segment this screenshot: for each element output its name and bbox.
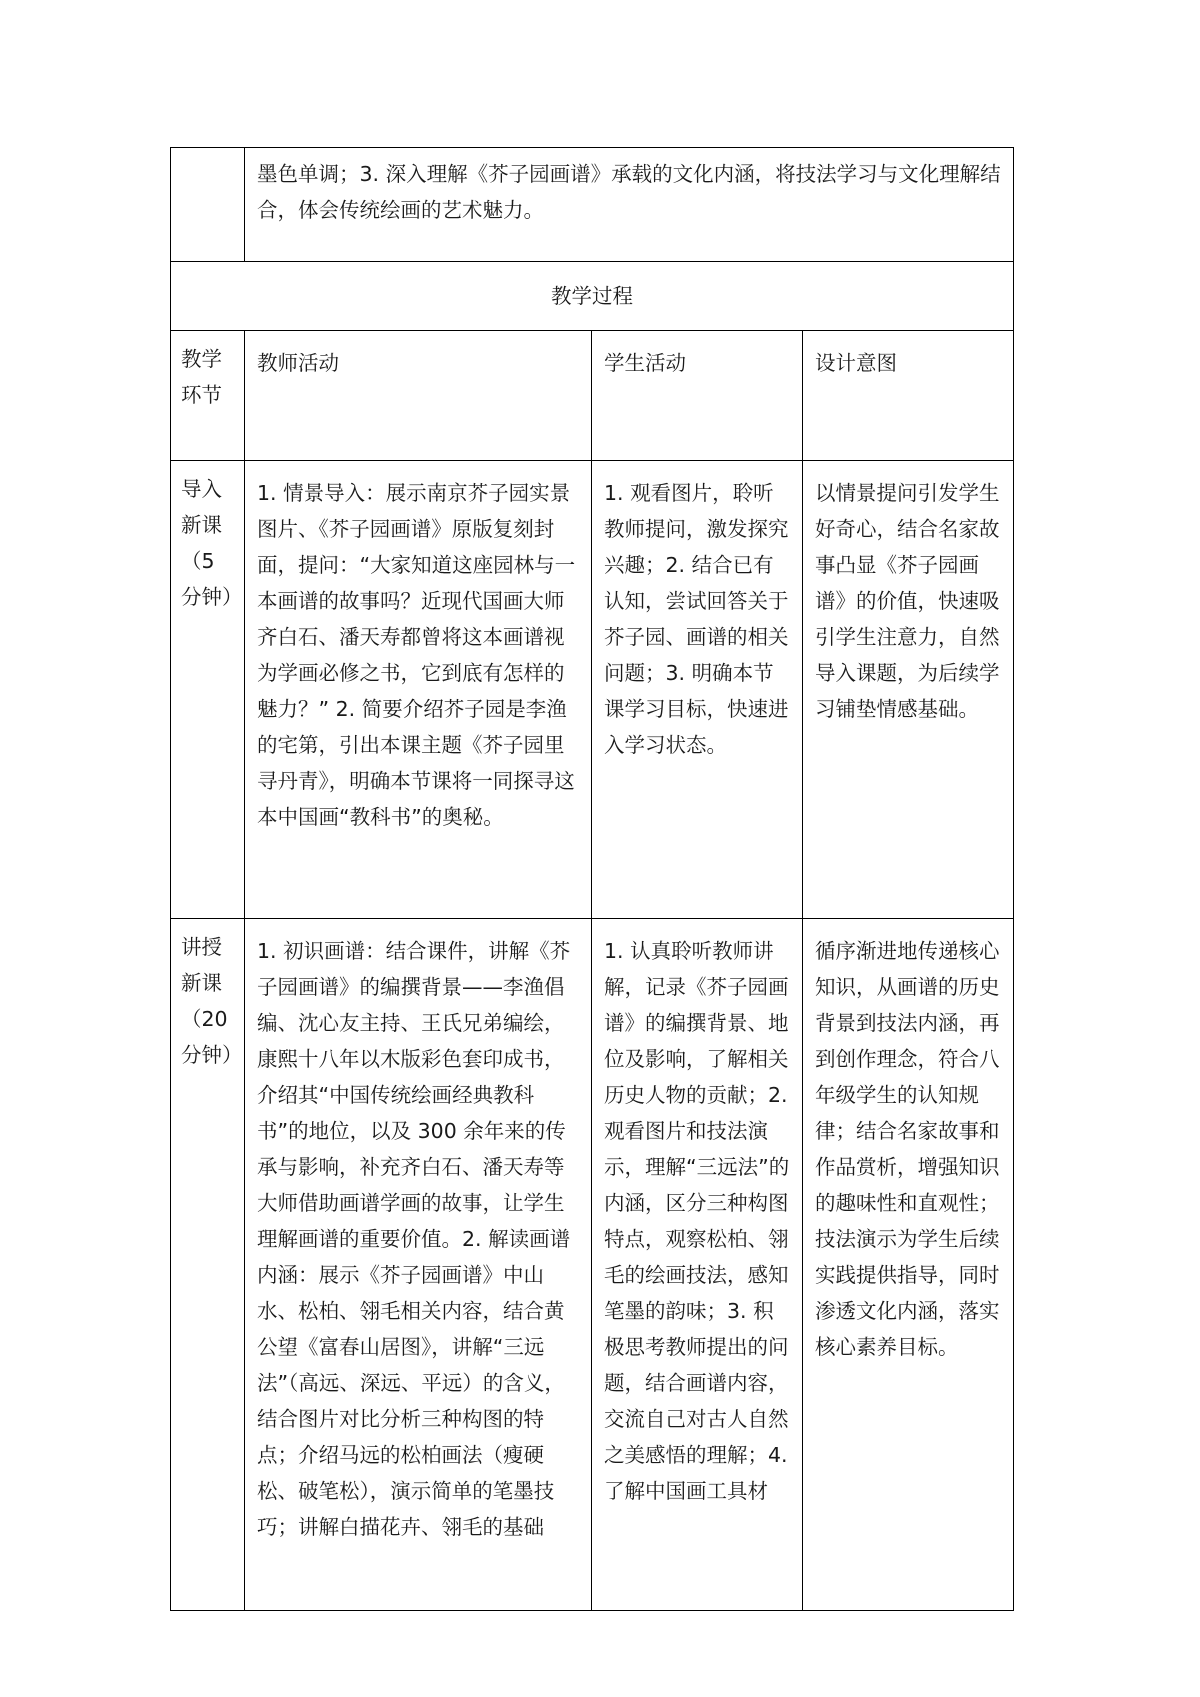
teacher-activity-cell: 1. 情景导入：展示南京芥子园实景图片、《芥子园画谱》原版复刻封面，提问：“大家知道这座园林与一本画谱的故事吗？近现代国画大师齐白石、潘天寿都曾将这本画谱视为学画必修之书，它到底有怎样的魅力？” 2. 简要介绍芥子园是李渔的宅第，引出本课主题《芥子园里寻丹青》，明确本节课将一同探寻这本中国画“教科书”的奥秘。 [245,461,592,919]
student-activity-cell: 1. 认真聆听教师讲解，记录《芥子园画谱》的编撰背景、地位及影响，了解相关历史人物的贡献；2. 观看图片和技法演示，理解“三远法”的内涵，区分三种构图特点，观察松柏、翎毛的绘画技法，感知笔墨的韵味；3. 积极思考教师提出的问题，结合画谱内容，交流自己对古人自然之美感悟的理解；4. 了解中国画工具材 [592,919,803,1611]
teacher-activity-cell: 1. 初识画谱：结合课件，讲解《芥子园画谱》的编撰背景——李渔倡编、沈心友主持、王氏兄弟编绘，康熙十八年以木版彩色套印成书，介绍其“中国传统绘画经典教科书”的地位，以及 300 余年来的传承与影响，补充齐白石、潘天寿等大师借助画谱学画的故事，让学生理解画谱的重要价值。2. 解读画谱内涵：展示《芥子园画谱》中山水、松柏、翎毛相关内容，结合黄公望《富春山居图》，讲解“三远法”（高远、深远、平远）的含义，结合图片对比分析三种构图的特点；介绍马远的松柏画法（瘦硬松、破笔松），演示简单的笔墨技巧；讲解白描花卉、翎毛的基础 [245,919,592,1611]
header-teacher-activity: 教师活动 [245,331,592,461]
objectives-text-cell: 墨色单调；3. 深入理解《芥子园画谱》承载的文化内涵，将技法学习与文化理解结合，体会传统绘画的艺术魅力。 [245,148,1014,262]
stage-cell: 导入新课（5分钟） [171,461,245,919]
design-intent-cell: 循序渐进地传递核心知识，从画谱的历史背景到技法内涵，再到创作理念，符合八年级学生的认知规律；结合名家故事和作品赏析，增强知识的趣味性和直观性；技法演示为学生后续实践提供指导，同时渗透文化内涵，落实核心素养目标。 [803,919,1014,1611]
stage-cell: 讲授新课（20分钟） [171,919,245,1611]
table-header-row [171,331,1014,461]
header-design-intent: 设计意图 [803,331,1014,461]
header-student-activity: 学生活动 [592,331,803,461]
table-row [171,461,1014,919]
design-intent-cell: 以情景提问引发学生好奇心，结合名家故事凸显《芥子园画谱》的价值，快速吸引学生注意力，自然导入课题，为后续学习铺垫情感基础。 [803,461,1014,919]
table-row [171,919,1014,1611]
section-title-row [171,262,1014,331]
objectives-label-cell [171,148,245,262]
header-stage: 教学环节 [171,331,245,461]
student-activity-cell: 1. 观看图片，聆听教师提问，激发探究兴趣；2. 结合已有认知，尝试回答关于芥子园、画谱的相关问题；3. 明确本节课学习目标，快速进入学习状态。 [592,461,803,919]
objectives-continuation-row [171,148,1014,262]
section-title: 教学过程 [171,262,1014,331]
lesson-plan-table [170,147,1014,1611]
